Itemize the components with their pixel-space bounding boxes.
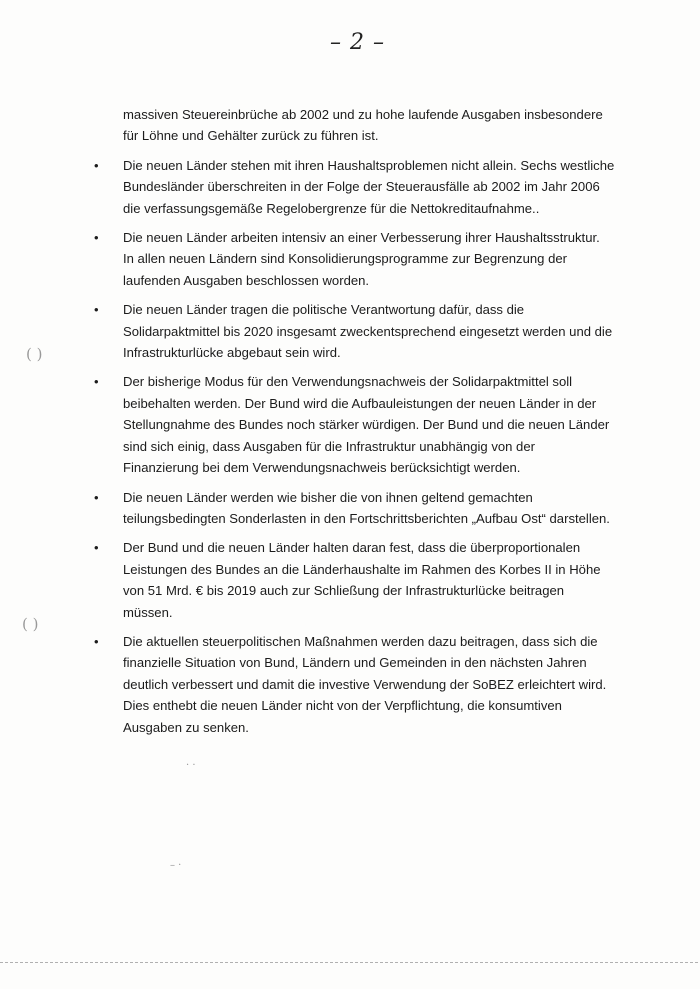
text-line: Dies enthebt die neuen Länder nicht von der Verpflichtung, die konsumtiven xyxy=(123,698,562,714)
text-line: Die neuen Länder stehen mit ihren Haushaltsproblemen nicht allein. Sechs westliche xyxy=(123,157,615,173)
text-line: Die neuen Länder werden wie bisher die von ihnen geltend gemachten xyxy=(123,489,533,505)
list-item xyxy=(94,227,624,291)
document-body xyxy=(94,104,624,746)
bullet-icon: • xyxy=(94,230,99,246)
text-line: Solidarpaktmittel bis 2020 insgesamt zweckentsprechend eingesetzt werden und die xyxy=(123,323,613,339)
list-item xyxy=(94,299,624,363)
text-line: Leistungen des Bundes an die Länderhaushalte im Rahmen des Korbes II in Höhe xyxy=(123,561,601,577)
bullet-icon: • xyxy=(94,157,99,173)
text-line: laufenden Ausgaben beschlossen worden. xyxy=(123,272,370,288)
bullet-icon: • xyxy=(94,374,99,390)
list-item xyxy=(94,631,624,738)
text-line: Der bisherige Modus für den Verwendungsnachweis der Solidarpaktmittel soll xyxy=(123,374,573,390)
list-item xyxy=(94,155,624,219)
text-line: teilungsbedingten Sonderlasten in den Fortschrittsberichten „Aufbau Ost“ darstellen. xyxy=(123,510,610,526)
text-line: Der Bund und die neuen Länder halten daran fest, dass die überproportionalen xyxy=(123,540,581,556)
text-line: Bundesländer überschreiten in der Folge der Steuerausfälle ab 2002 im Jahr 2006 xyxy=(123,179,600,195)
punch-hole-mark-lower: ( ) xyxy=(22,615,39,633)
text-line: finanzielle Situation von Bund, Ländern und Gemeinden in den nächsten Jahren xyxy=(123,655,587,671)
scan-speck-1: · · xyxy=(186,760,196,771)
bullet-icon: • xyxy=(94,302,99,318)
text-line: beibehalten werden. Der Bund wird die Aufbauleistungen der neuen Länder in der xyxy=(123,395,597,411)
text-line: Stellungnahme des Bundes noch stärker würdigen. Der Bund und die neuen Länder xyxy=(123,417,610,433)
text-line: Die aktuellen steuerpolitischen Maßnahmen werden dazu beitragen, dass sich die xyxy=(123,633,598,649)
text-line: Die neuen Länder arbeiten intensiv an einer Verbesserung ihrer Haushaltsstruktur. xyxy=(123,230,600,246)
text-line: In allen neuen Ländern sind Konsolidierungsprogramme zur Begrenzung der xyxy=(123,251,568,267)
text-line: Die neuen Länder tragen die politische Verantwortung dafür, dass die xyxy=(123,302,525,318)
text-line: müssen. xyxy=(123,604,173,620)
list-item xyxy=(94,371,624,478)
text-line: Ausgaben zu senken. xyxy=(123,719,249,735)
page-bottom-edge xyxy=(0,962,700,963)
bullet-icon: • xyxy=(94,540,99,556)
text-line: für Löhne und Gehälter zurück zu führen ist. xyxy=(123,128,379,144)
list-item xyxy=(94,537,624,623)
bullet-list xyxy=(94,155,624,738)
text-line: die verfassungsgemäße Regelobergrenze für die Nettokreditaufnahme.. xyxy=(123,200,540,216)
bullet-icon: • xyxy=(94,489,99,505)
list-item xyxy=(94,487,624,530)
text-line: Infrastrukturlücke abgebaut sein wird. xyxy=(123,345,341,361)
text-line: deutlich verbessert und damit die investive Verwendung der SoBEZ erleichtert wird. xyxy=(123,676,607,692)
text-line: massiven Steuereinbrüche ab 2002 und zu hohe laufende Ausgaben insbesondere xyxy=(123,107,603,122)
page-number: – 2 – xyxy=(330,30,385,55)
text-line: Finanzierung bei dem Verwendungsnachweis berücksichtigt werden. xyxy=(123,460,521,476)
scan-speck-2: – · xyxy=(170,860,182,871)
text-line: von 51 Mrd. € bis 2019 auch zur Schließung der Infrastrukturlücke beitragen xyxy=(123,583,565,599)
lead-paragraph xyxy=(94,104,624,147)
text-line: sind sich einig, dass Ausgaben für die Infrastruktur unabhängig von der xyxy=(123,438,535,454)
bullet-icon: • xyxy=(94,633,99,649)
punch-hole-mark-upper: ( ) xyxy=(26,345,43,363)
